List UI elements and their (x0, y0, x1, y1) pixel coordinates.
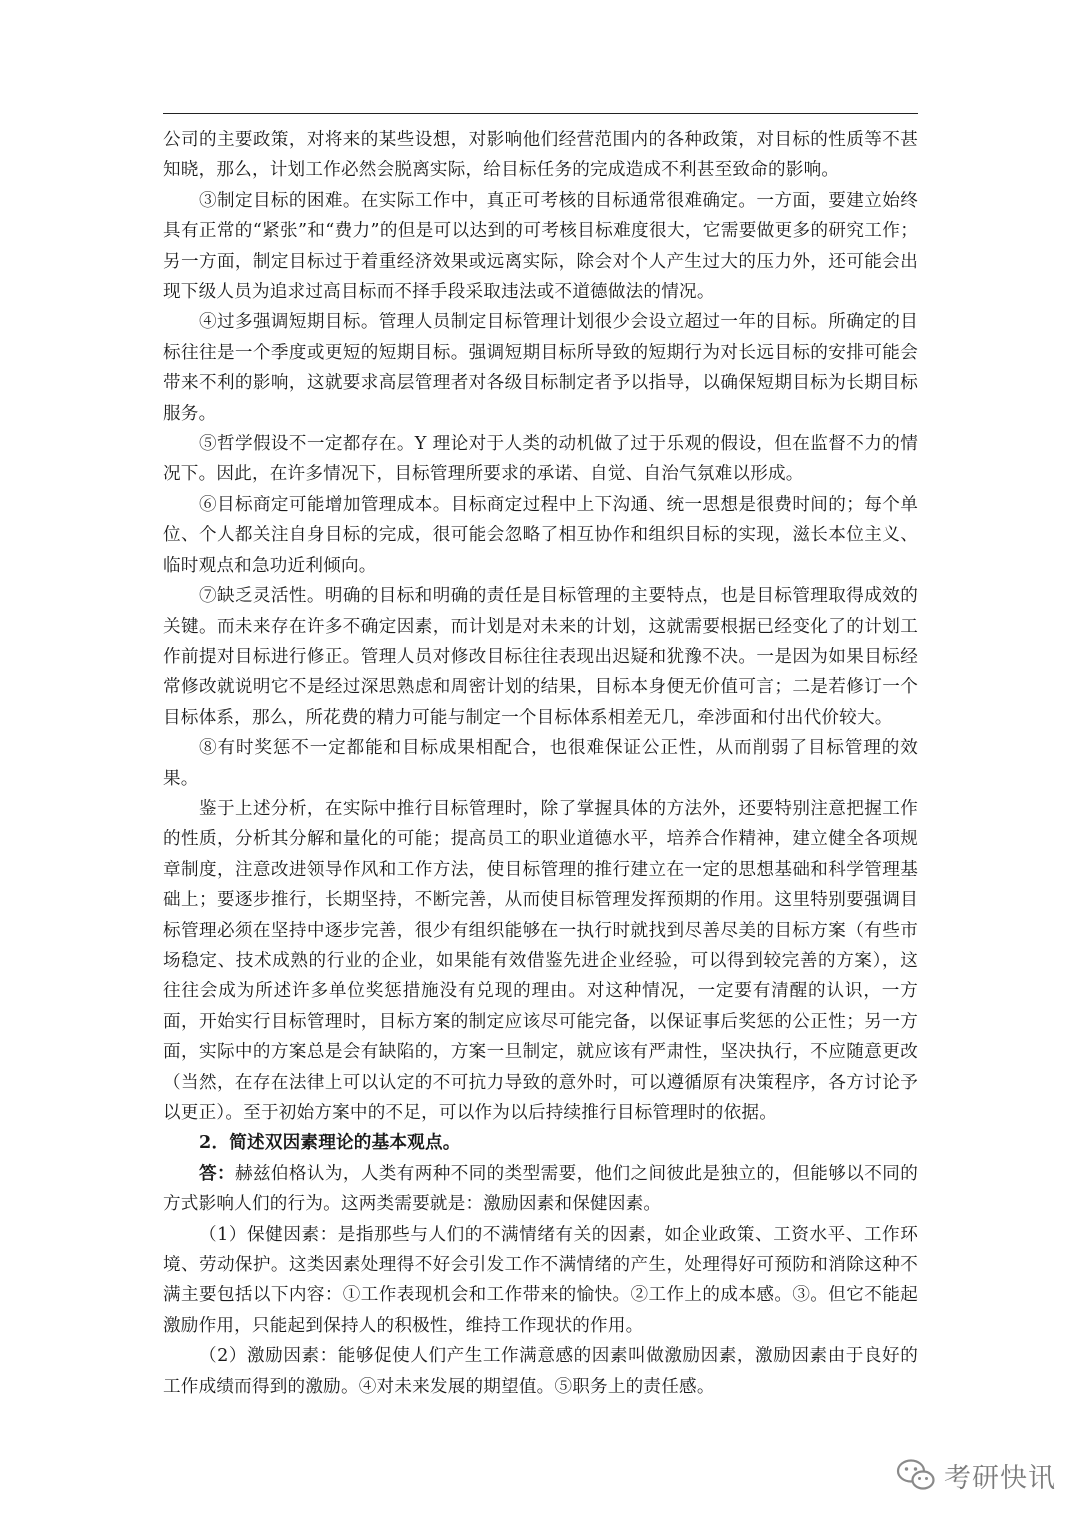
wechat-icon (896, 1458, 936, 1492)
question-heading: 2．简述双因素理论的基本观点。 (199, 1132, 461, 1154)
answer-item-hygiene: （1）保健因素：是指那些与人们的不满情绪有关的因素，如企业政策、工资水平、工作环境、劳动保护。这类因素处理得不好会引发工作不满情绪的产生，处理得好可预防和消除这种不满主要包括以下内容：①工作表现机会和工作带来的愉快。②工作上的成本感。③。但它不能起激励作用，只能起到保持人的积极性，维持工作现状的作用。 (163, 1224, 918, 1336)
header-rule (163, 113, 918, 114)
answer-label: 答： (199, 1162, 235, 1184)
paragraph-item-8: ⑧有时奖惩不一定都能和目标成果相配合，也很难保证公正性，从而削弱了目标管理的效果。 (163, 738, 918, 789)
watermark (896, 1452, 1056, 1498)
paragraph-item-7: ⑦缺乏灵活性。明确的目标和明确的责任是目标管理的主要特点，也是目标管理取得成效的关键。而未来存在许多不确定因素，而计划是对未来的计划，这就需要根据已经变化了的计划工作前提对目标进行修正。管理人员对修改目标往往表现出迟疑和犹豫不决。一是因为如果目标经常修改就说明它不是经过深思熟虑和周密计划的结果，目标本身便无价值可言；二是若修订一个目标体系，那么，所花费的精力可能与制定一个目标体系相差无几，牵涉面和付出代价较大。 (163, 586, 918, 728)
paragraph-continuation: 公司的主要政策，对将来的某些设想，对影响他们经营范围内的各种政策，对目标的性质等不甚知晓，那么，计划工作必然会脱离实际，给目标任务的完成造成不利甚至致命的影响。 (163, 130, 918, 181)
paragraph-summary: 鉴于上述分析，在实际中推行目标管理时，除了掌握具体的方法外，还要特别注意把握工作的性质，分析其分解和量化的可能；提高员工的职业道德水平，培养合作精神，建立健全各项规章制度，注意改进领导作风和工作方法，使目标管理的推行建立在一定的思想基础和科学管理基础上；要逐步推行，长期坚持，不断完善，从而使目标管理发挥预期的作用。这里特别要强调目标管理必须在坚持中逐步完善，很少有组织能够在一执行时就找到尽善尽美的目标方案（有些市场稳定、技术成熟的行业的企业，如果能有效借鉴先进企业经验，可以得到较完善的方案），这往往会成为所述许多单位奖惩措施没有兑现的理由。对这种情况，一定要有清醒的认识，一方面，开始实行目标管理时，目标方案的制定应该尽可能完备，以保证事后奖惩的公正性；另一方面，实际中的方案总是会有缺陷的，方案一旦制定，就应该有严肃性，坚决执行，不应随意更改（当然，在存在法律上可以认定的不可抗力导致的意外时，可以遵循原有决策程序，各方讨论予以更正）。至于初始方案中的不足，可以作为以后持续推行目标管理时的依据。 (163, 798, 918, 1123)
answer-item-motivation: （2）激励因素：能够促使人们产生工作满意感的因素叫做激励因素，激励因素由于良好的工作成绩而得到的激励。④对未来发展的期望值。⑤职务上的责任感。 (163, 1346, 918, 1397)
paragraph-item-3: ③制定目标的困难。在实际工作中，真正可考核的目标通常很难确定。一方面，要建立始终具有正常的“紧张”和“费力”的但是可以达到的可考核目标难度很大，它需要做更多的研究工作；另一方面，制定目标过于着重经济效果或远离实际，除会对个人产生过大的压力外，还可能会出现下级人员为追求过高目标而不择手段采取违法或不道德做法的情况。 (163, 190, 918, 303)
watermark-text: 考研快讯 (944, 1462, 1056, 1494)
answer-paragraph (163, 1159, 918, 1220)
answer-text: 赫兹伯格认为，人类有两种不同的类型需要，他们之间彼此是独立的，但能够以不同的方式影响人们的行为。这两类需要就是：激励因素和保健因素。 (163, 1163, 918, 1215)
paragraph-item-6: ⑥目标商定可能增加管理成本。目标商定过程中上下沟通、统一思想是很费时间的；每个单位、个人都关注自身目标的完成，很可能会忽略了相互协作和组织目标的实现，滋长本位主义、临时观点和急功近利倾向。 (163, 494, 918, 576)
paragraph-item-4: ④过多强调短期目标。管理人员制定目标管理计划很少会设立超过一年的目标。所确定的目标往往是一个季度或更短的短期目标。强调短期目标所导致的短期行为对长远目标的安排可能会带来不利的影响，这就要求高层管理者对各级目标制定者予以指导，以确保短期目标为长期目标服务。 (163, 312, 918, 424)
paragraph-item-5: ⑤哲学假设不一定都存在。Y 理论对于人类的动机做了过于乐观的假设，但在监督不力的情况下。因此，在许多情况下，目标管理所要求的承诺、自觉、自治气氛难以形成。 (163, 434, 918, 485)
document-body (163, 125, 918, 1402)
